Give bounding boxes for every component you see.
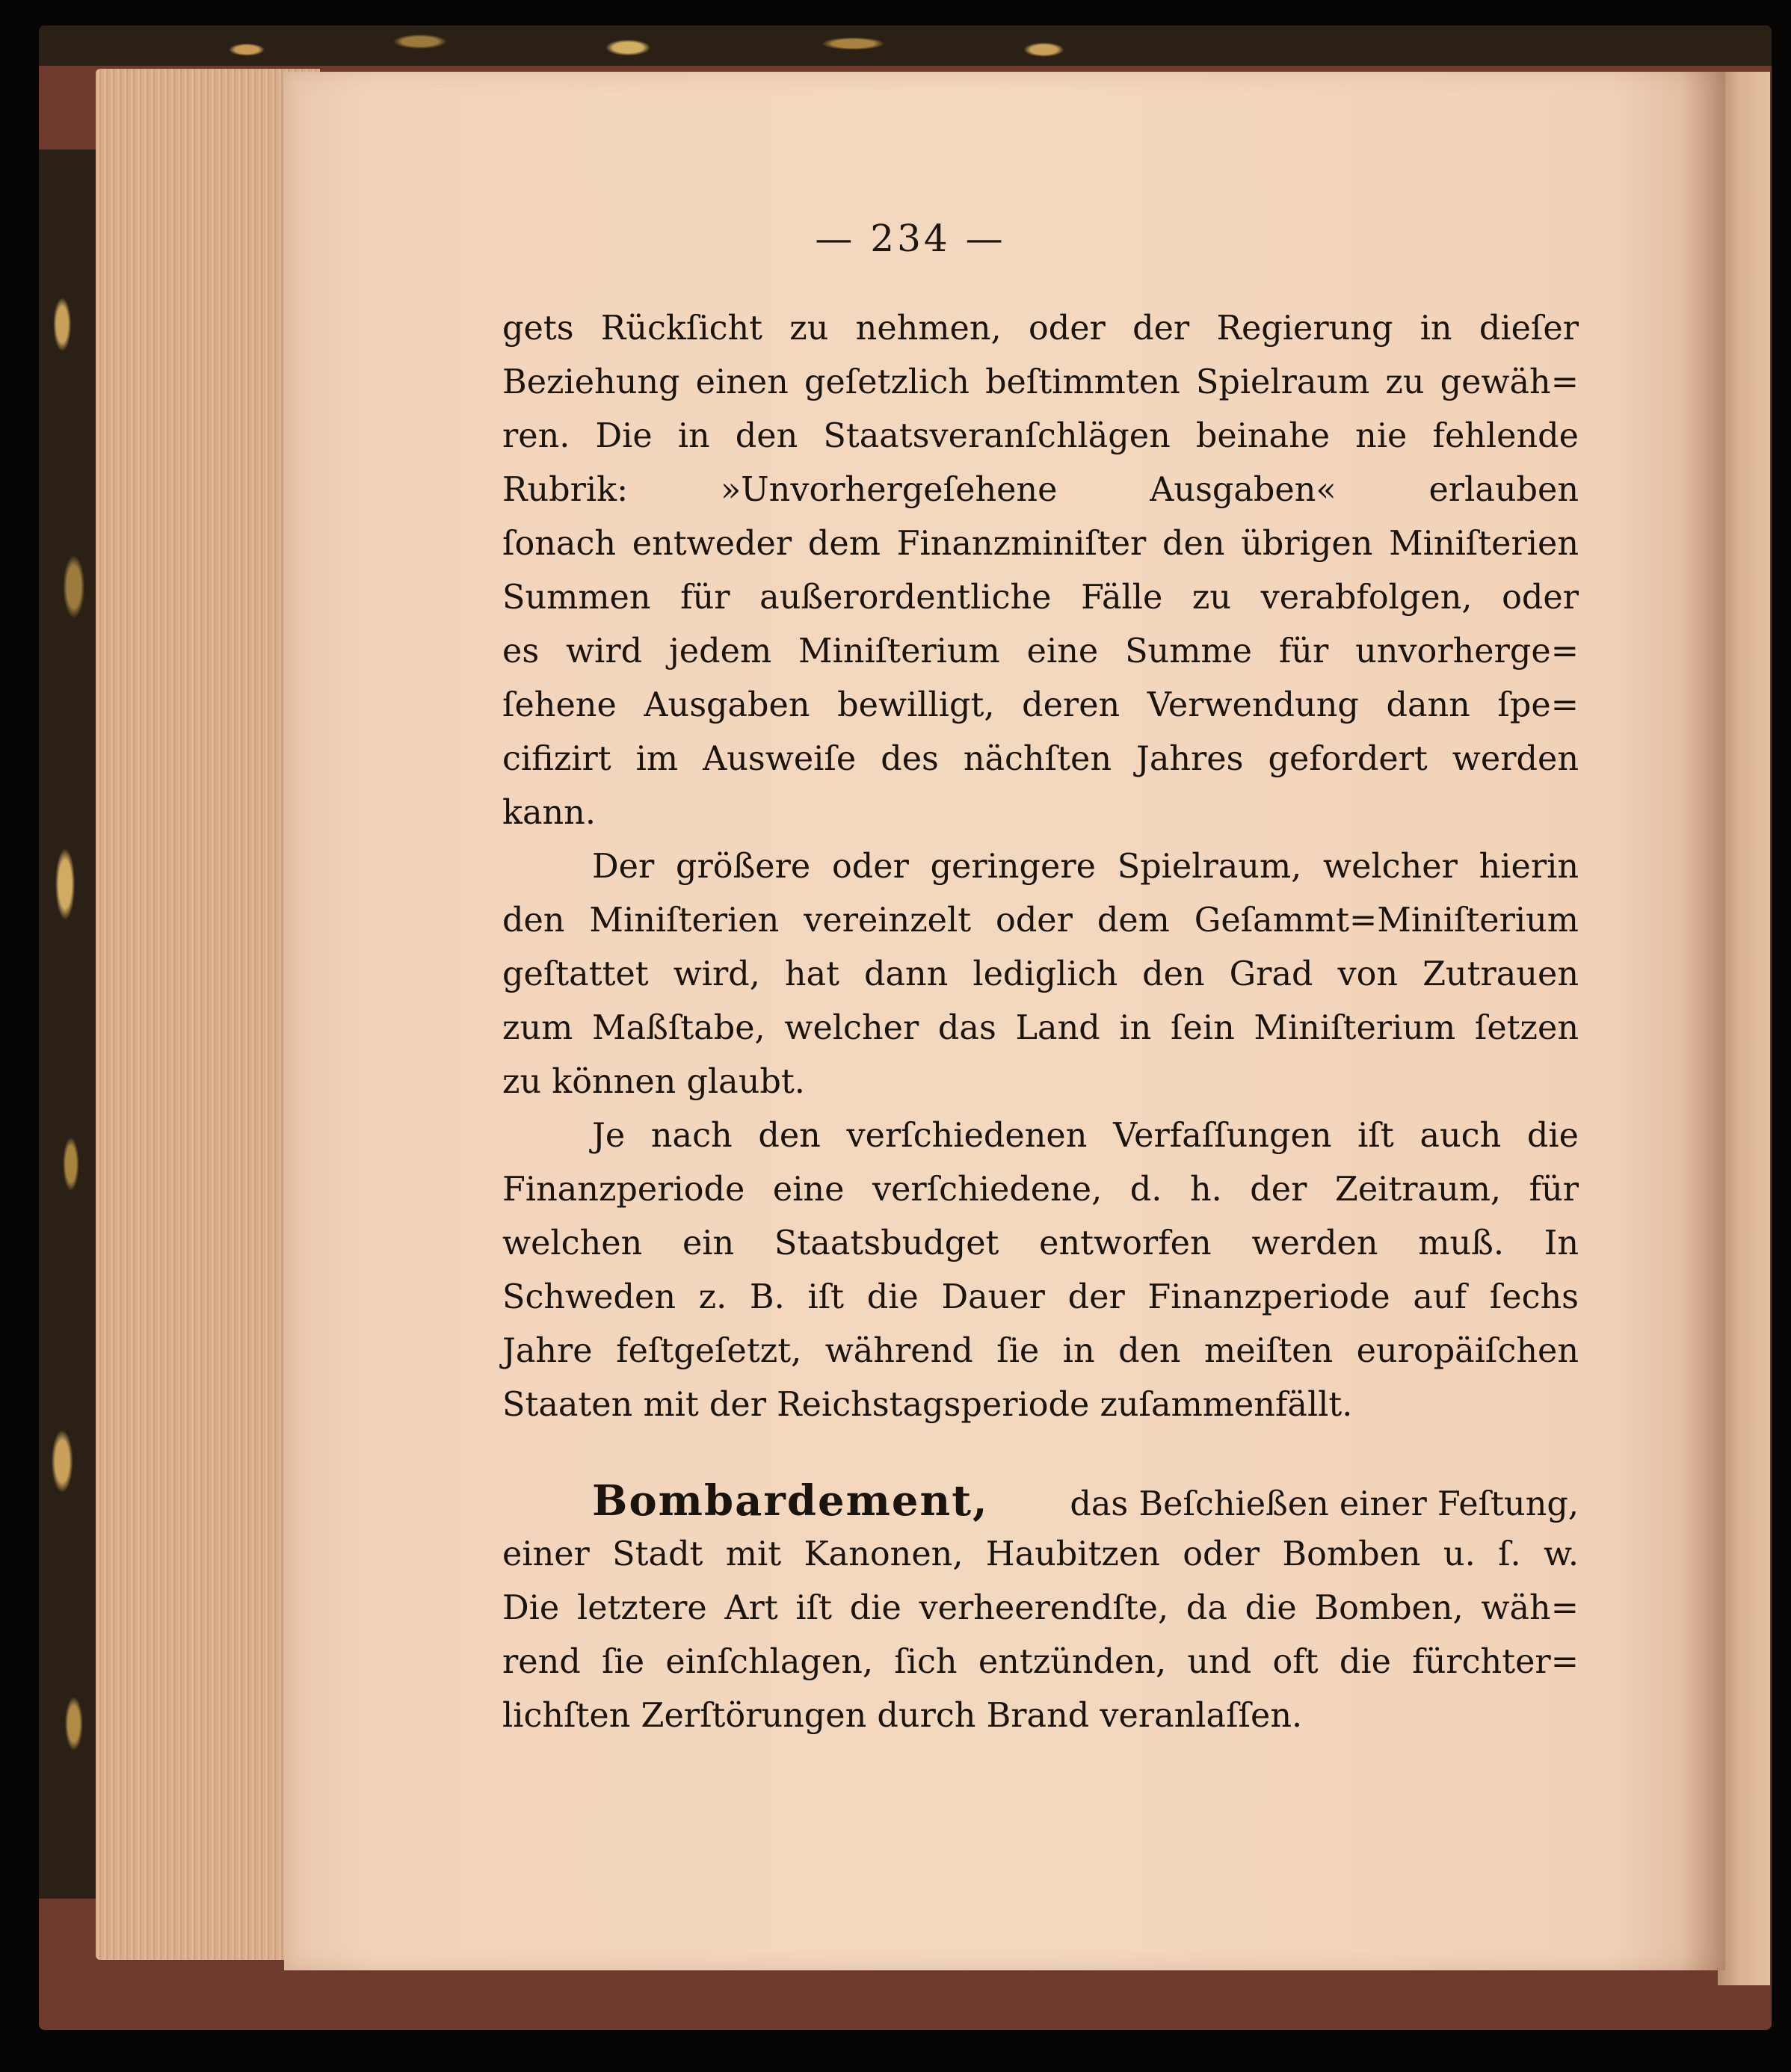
text-line: Schweden z. B. iſt die Dauer der Finanzperiode auf ſechs xyxy=(502,1278,1579,1316)
text-line: Der größere oder geringere Spielraum, welcher hierin xyxy=(592,848,1579,886)
text-line: Staaten mit der Reichstagsperiode zuſammenfällt. xyxy=(502,1386,1353,1424)
text-line: rend ſie einſchlagen, ſich entzünden, und oft die fürchter= xyxy=(502,1643,1579,1681)
text-line: gets Rückſicht zu nehmen, oder der Regierung in dieſer xyxy=(502,309,1579,348)
text-line: ſonach entweder dem Finanzminiſter den übrigen Miniſterien xyxy=(502,525,1579,563)
text-line: Finanzperiode eine verſchiedene, d. h. der Zeitraum, für xyxy=(502,1171,1579,1209)
text-line: Je nach den verſchiedenen Verfaſſungen iſt auch die xyxy=(592,1117,1579,1155)
text-line: einer Stadt mit Kanonen, Haubitzen oder Bomben u. ſ. w. xyxy=(502,1535,1579,1573)
facing-page-edge xyxy=(1718,72,1770,1985)
entry-first-line-text: das Beſchießen einer Feſtung, xyxy=(1070,1485,1579,1523)
text-line: es wird jedem Miniſterium eine Summe für unvorherge= xyxy=(502,632,1579,670)
text-line: zu können glaubt. xyxy=(502,1063,805,1101)
text-line: welchen ein Staatsbudget entworfen werden muß. In xyxy=(502,1224,1579,1262)
text-line: Jahre feſtgeſetzt, während ſie in den meiſten europäiſchen xyxy=(502,1332,1579,1370)
text-line: cifizirt im Ausweiſe des nächſten Jahres gefordert werden xyxy=(502,740,1579,778)
marbled-edge-left xyxy=(39,149,97,1899)
entry-headword: Bombardement, xyxy=(592,1476,989,1526)
text-line: zum Maßſtabe, welcher das Land in ſein Miniſterium ſetzen xyxy=(502,1009,1579,1047)
text-line: Rubrik: »Unvorhergeſehene Ausgaben« erlauben xyxy=(502,471,1579,509)
page-number: — 234 — xyxy=(815,217,1006,260)
text-line: Beziehung einen geſetzlich beſtimmten Spielraum zu gewäh= xyxy=(502,363,1579,401)
text-line: ſehene Ausgaben bewilligt, deren Verwendung dann ſpe= xyxy=(502,686,1579,724)
text-line: kann. xyxy=(502,794,596,832)
text-line: lichſten Zerſtörungen durch Brand veranlaſſen. xyxy=(502,1697,1303,1735)
text-line: Die letztere Art iſt die verheerendſte, da die Bomben, wäh= xyxy=(502,1589,1579,1627)
entry-first-line xyxy=(502,1474,1579,1528)
text-line: geſtattet wird, hat dann lediglich den Grad von Zutrauen xyxy=(502,955,1579,993)
text-line: den Miniſterien vereinzelt oder dem Geſammt=Miniſterium xyxy=(502,901,1579,940)
marbled-edge-top xyxy=(39,25,1772,66)
text-line: ren. Die in den Staatsveranſchlägen beinahe nie fehlende xyxy=(502,417,1579,455)
text-line: Summen für außerordentliche Fälle zu verabfolgen, oder xyxy=(502,579,1579,617)
page-text xyxy=(502,302,1579,1743)
gutter-shadow xyxy=(1682,72,1725,1970)
